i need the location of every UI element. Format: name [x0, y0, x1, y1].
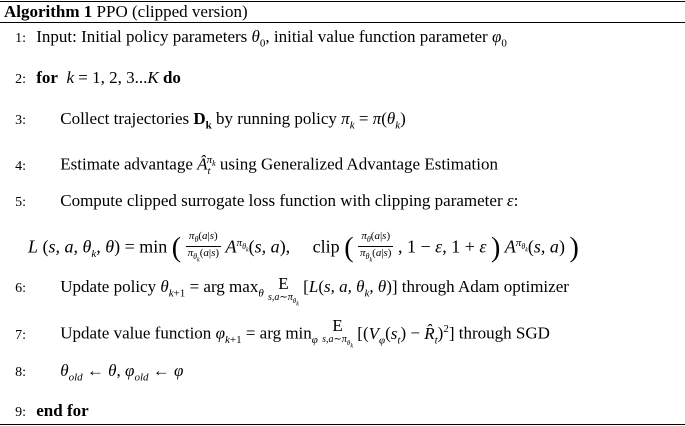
loss-equation: L (s, a, $\theta_k$, θ) = min ( $\pi_\theta(a|s)$ $\pi_{\theta_k}(a|s)$ $A^{\pi_{\theta_k}}(s$, a), clip ( $\pi_\theta(a|s)$ $\pi_{\theta_k}(a|s)$ , 1 − ε, 1 + ε ) $A^{\pi_{\theta_k}}(s$, a) )	[28, 230, 579, 264]
algorithm-line-3	[0, 109, 406, 132]
line-number: 5:	[15, 195, 26, 210]
line-number: 3:	[15, 113, 26, 128]
line-number: 2:	[15, 72, 26, 87]
algorithm-line-5	[0, 191, 518, 211]
line-text: end for	[36, 401, 89, 420]
line-text: Update policy $\theta_{k+1}$ = arg $\max_\theta$ E $s,a\sim\pi_{\theta_k}$ [L(s, a, $\theta_k$, θ)] through Adam optimizer	[60, 274, 569, 308]
line-number: 7:	[15, 327, 26, 343]
algorithm-title: PPO (clipped version)	[96, 2, 248, 21]
algorithm-line-1	[0, 27, 507, 50]
algorithm-caption	[4, 2, 248, 22]
line-text: Estimate advantage $Â_t^{\pi_k}$ using Generalized Advantage Estimation	[60, 154, 498, 178]
algorithm-line-7	[0, 316, 550, 350]
algorithm-line-4	[0, 150, 498, 178]
line-text: Collect trajectories $D_k$ by running policy $\pi_k = \pi(\theta_k)$	[60, 109, 406, 132]
algorithm-line-8	[0, 361, 184, 384]
line-text: for k = 1, 2, 3...K do	[36, 68, 181, 87]
caption-rule	[0, 22, 685, 23]
line-number: 8:	[15, 365, 26, 380]
line-text: Compute clipped surrogate loss function with clipping parameter ε:	[60, 191, 519, 210]
algorithm-line-9	[0, 401, 89, 421]
line-number: 1:	[15, 31, 26, 46]
algorithm-line-2	[0, 68, 181, 88]
bottom-rule	[0, 424, 685, 425]
line-text: $\theta_{old}$ ← θ, $\varphi_{old}$ ← φ	[60, 361, 184, 384]
line-number: 6:	[15, 281, 26, 296]
line-number: 4:	[15, 158, 26, 174]
algorithm-line-6	[0, 274, 569, 308]
algorithm-label: Algorithm 1	[4, 2, 93, 21]
line-text: Update value function $\varphi_{k+1}$ = arg $\min_\varphi$ E $s,a\sim\pi_{\theta_k}$ [($V_\varphi(s_t)$ − $R̂_t)^2$] through SGD	[60, 316, 550, 350]
line-number: 9:	[15, 405, 26, 420]
line-text: Input: Initial policy parameters $\theta_0$, initial value function parameter $\varphi_0$	[36, 27, 507, 50]
